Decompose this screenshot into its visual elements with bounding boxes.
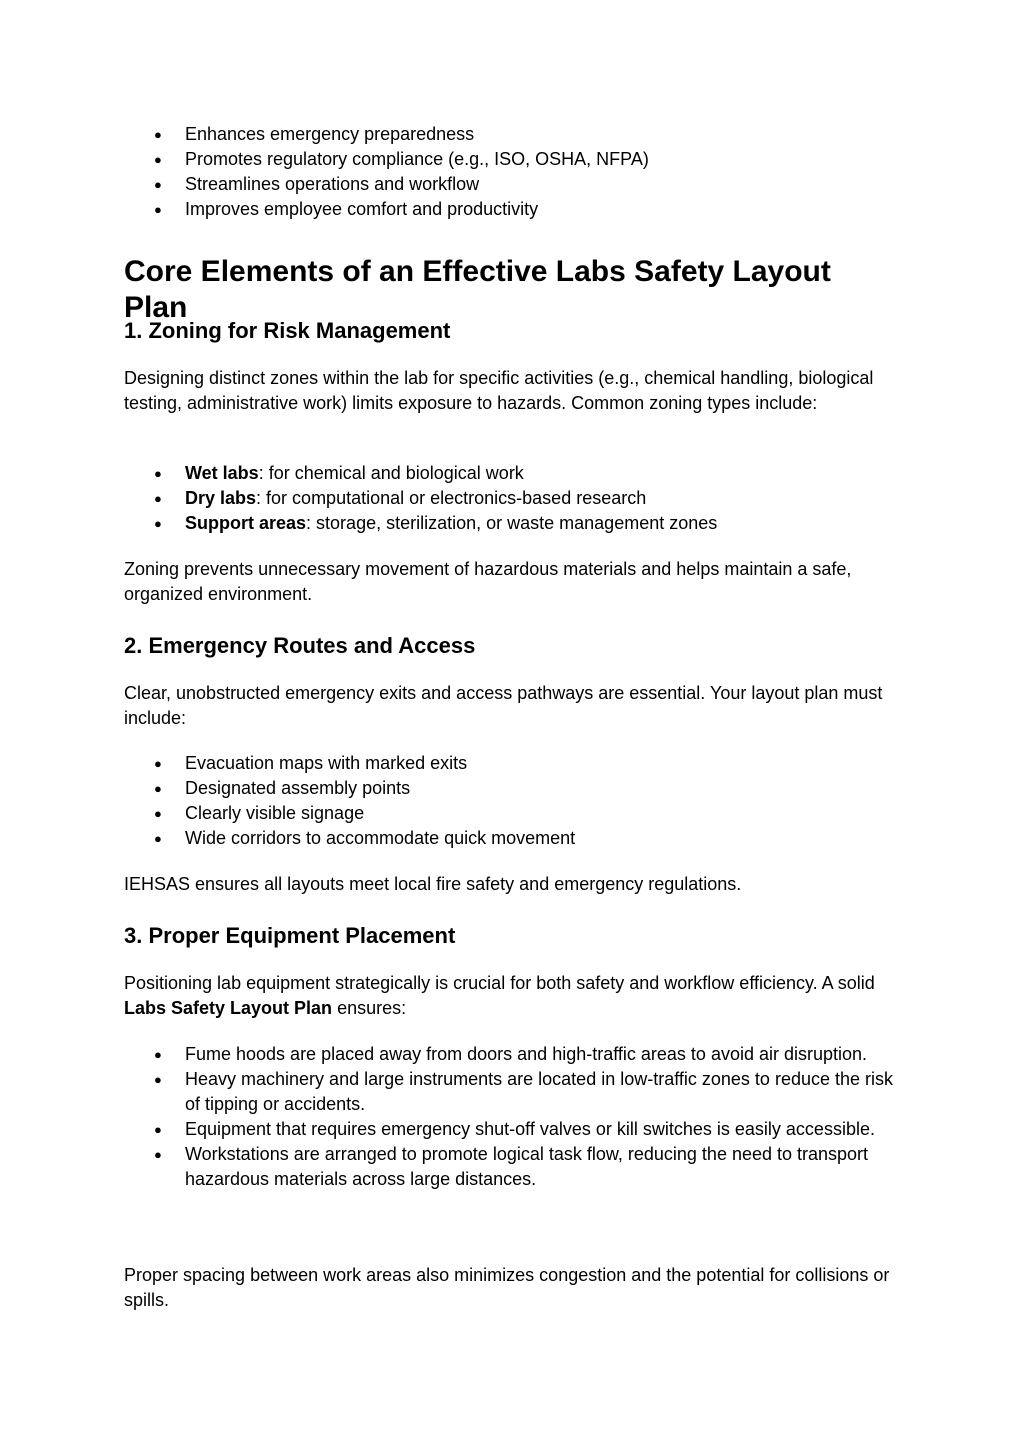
section1-heading: 1. Zoning for Risk Management <box>124 318 451 343</box>
bullet-icon: ● <box>154 831 162 846</box>
list-item: ● Evacuation maps with marked exits <box>124 751 900 776</box>
main-heading: Core Elements of an Effective Labs Safety Layout Plan <box>124 255 831 324</box>
bullet-icon: ● <box>154 202 162 217</box>
list-item: ● Clearly visible signage <box>124 801 900 826</box>
list-item: ● Fume hoods are placed away from doors and high-traffic areas to avoid air disruption. <box>124 1042 900 1067</box>
list-item: ● Streamlines operations and workflow <box>124 172 900 197</box>
section2-bullet-list <box>124 751 900 851</box>
section1-paragraph: Designing distinct zones within the lab for specific activities (e.g., chemical handling, biological testing, administrative work) limits exposure to hazards. Common zoning types include: <box>124 368 874 413</box>
bullet-icon: ● <box>154 466 162 481</box>
intro-bullet-list <box>124 122 900 222</box>
bullet-icon: ● <box>154 152 162 167</box>
section2-closing: IEHSAS ensures all layouts meet local fire safety and emergency regulations. <box>124 874 742 894</box>
list-item: ● Promotes regulatory compliance (e.g., ISO, OSHA, NFPA) <box>124 147 900 172</box>
section3-paragraph: Positioning lab equipment strategically is crucial for both safety and workflow efficiency. A solid Labs Safety Layout Plan ensures: <box>124 973 875 1018</box>
list-item: ● Workstations are arranged to promote logical task flow, reducing the need to transport hazardous materials across large distances. <box>154 1144 869 1189</box>
section1-bullet-list <box>124 461 900 536</box>
bullet-icon: ● <box>154 491 162 506</box>
list-item: ● Heavy machinery and large instruments are located in low-traffic zones to reduce the risk of tipping or accidents. <box>154 1069 894 1114</box>
section3-bullet-list <box>124 1042 900 1192</box>
section1-closing: Zoning prevents unnecessary movement of hazardous materials and helps maintain a safe, organized environment. <box>124 559 852 604</box>
bullet-icon: ● <box>154 127 162 142</box>
section3-closing: Proper spacing between work areas also minimizes congestion and the potential for collisions or spills. <box>124 1265 890 1310</box>
list-item: ● Wet labs: for chemical and biological work <box>124 461 900 486</box>
bullet-icon: ● <box>154 781 162 796</box>
list-item: ● Designated assembly points <box>124 776 900 801</box>
section2-paragraph: Clear, unobstructed emergency exits and access pathways are essential. Your layout plan must include: <box>124 683 883 728</box>
bullet-icon: ● <box>154 1047 162 1062</box>
list-item: ● Improves employee comfort and productivity <box>124 197 900 222</box>
bullet-icon: ● <box>154 756 162 771</box>
bullet-icon: ● <box>154 1122 162 1137</box>
list-item: ● Equipment that requires emergency shut-off valves or kill switches is easily accessible. <box>124 1117 900 1142</box>
bullet-icon: ● <box>154 806 162 821</box>
bullet-icon: ● <box>154 1072 162 1087</box>
bullet-icon: ● <box>154 177 162 192</box>
section3-heading: 3. Proper Equipment Placement <box>124 923 456 948</box>
list-item: ● Enhances emergency preparedness <box>124 122 900 147</box>
bullet-icon: ● <box>154 516 162 531</box>
section2-heading: 2. Emergency Routes and Access <box>124 633 476 658</box>
list-item: ● Wide corridors to accommodate quick movement <box>124 826 900 851</box>
list-item: ● Support areas: storage, sterilization, or waste management zones <box>124 511 900 536</box>
list-item: ● Dry labs: for computational or electronics-based research <box>124 486 900 511</box>
bullet-icon: ● <box>154 1147 162 1162</box>
